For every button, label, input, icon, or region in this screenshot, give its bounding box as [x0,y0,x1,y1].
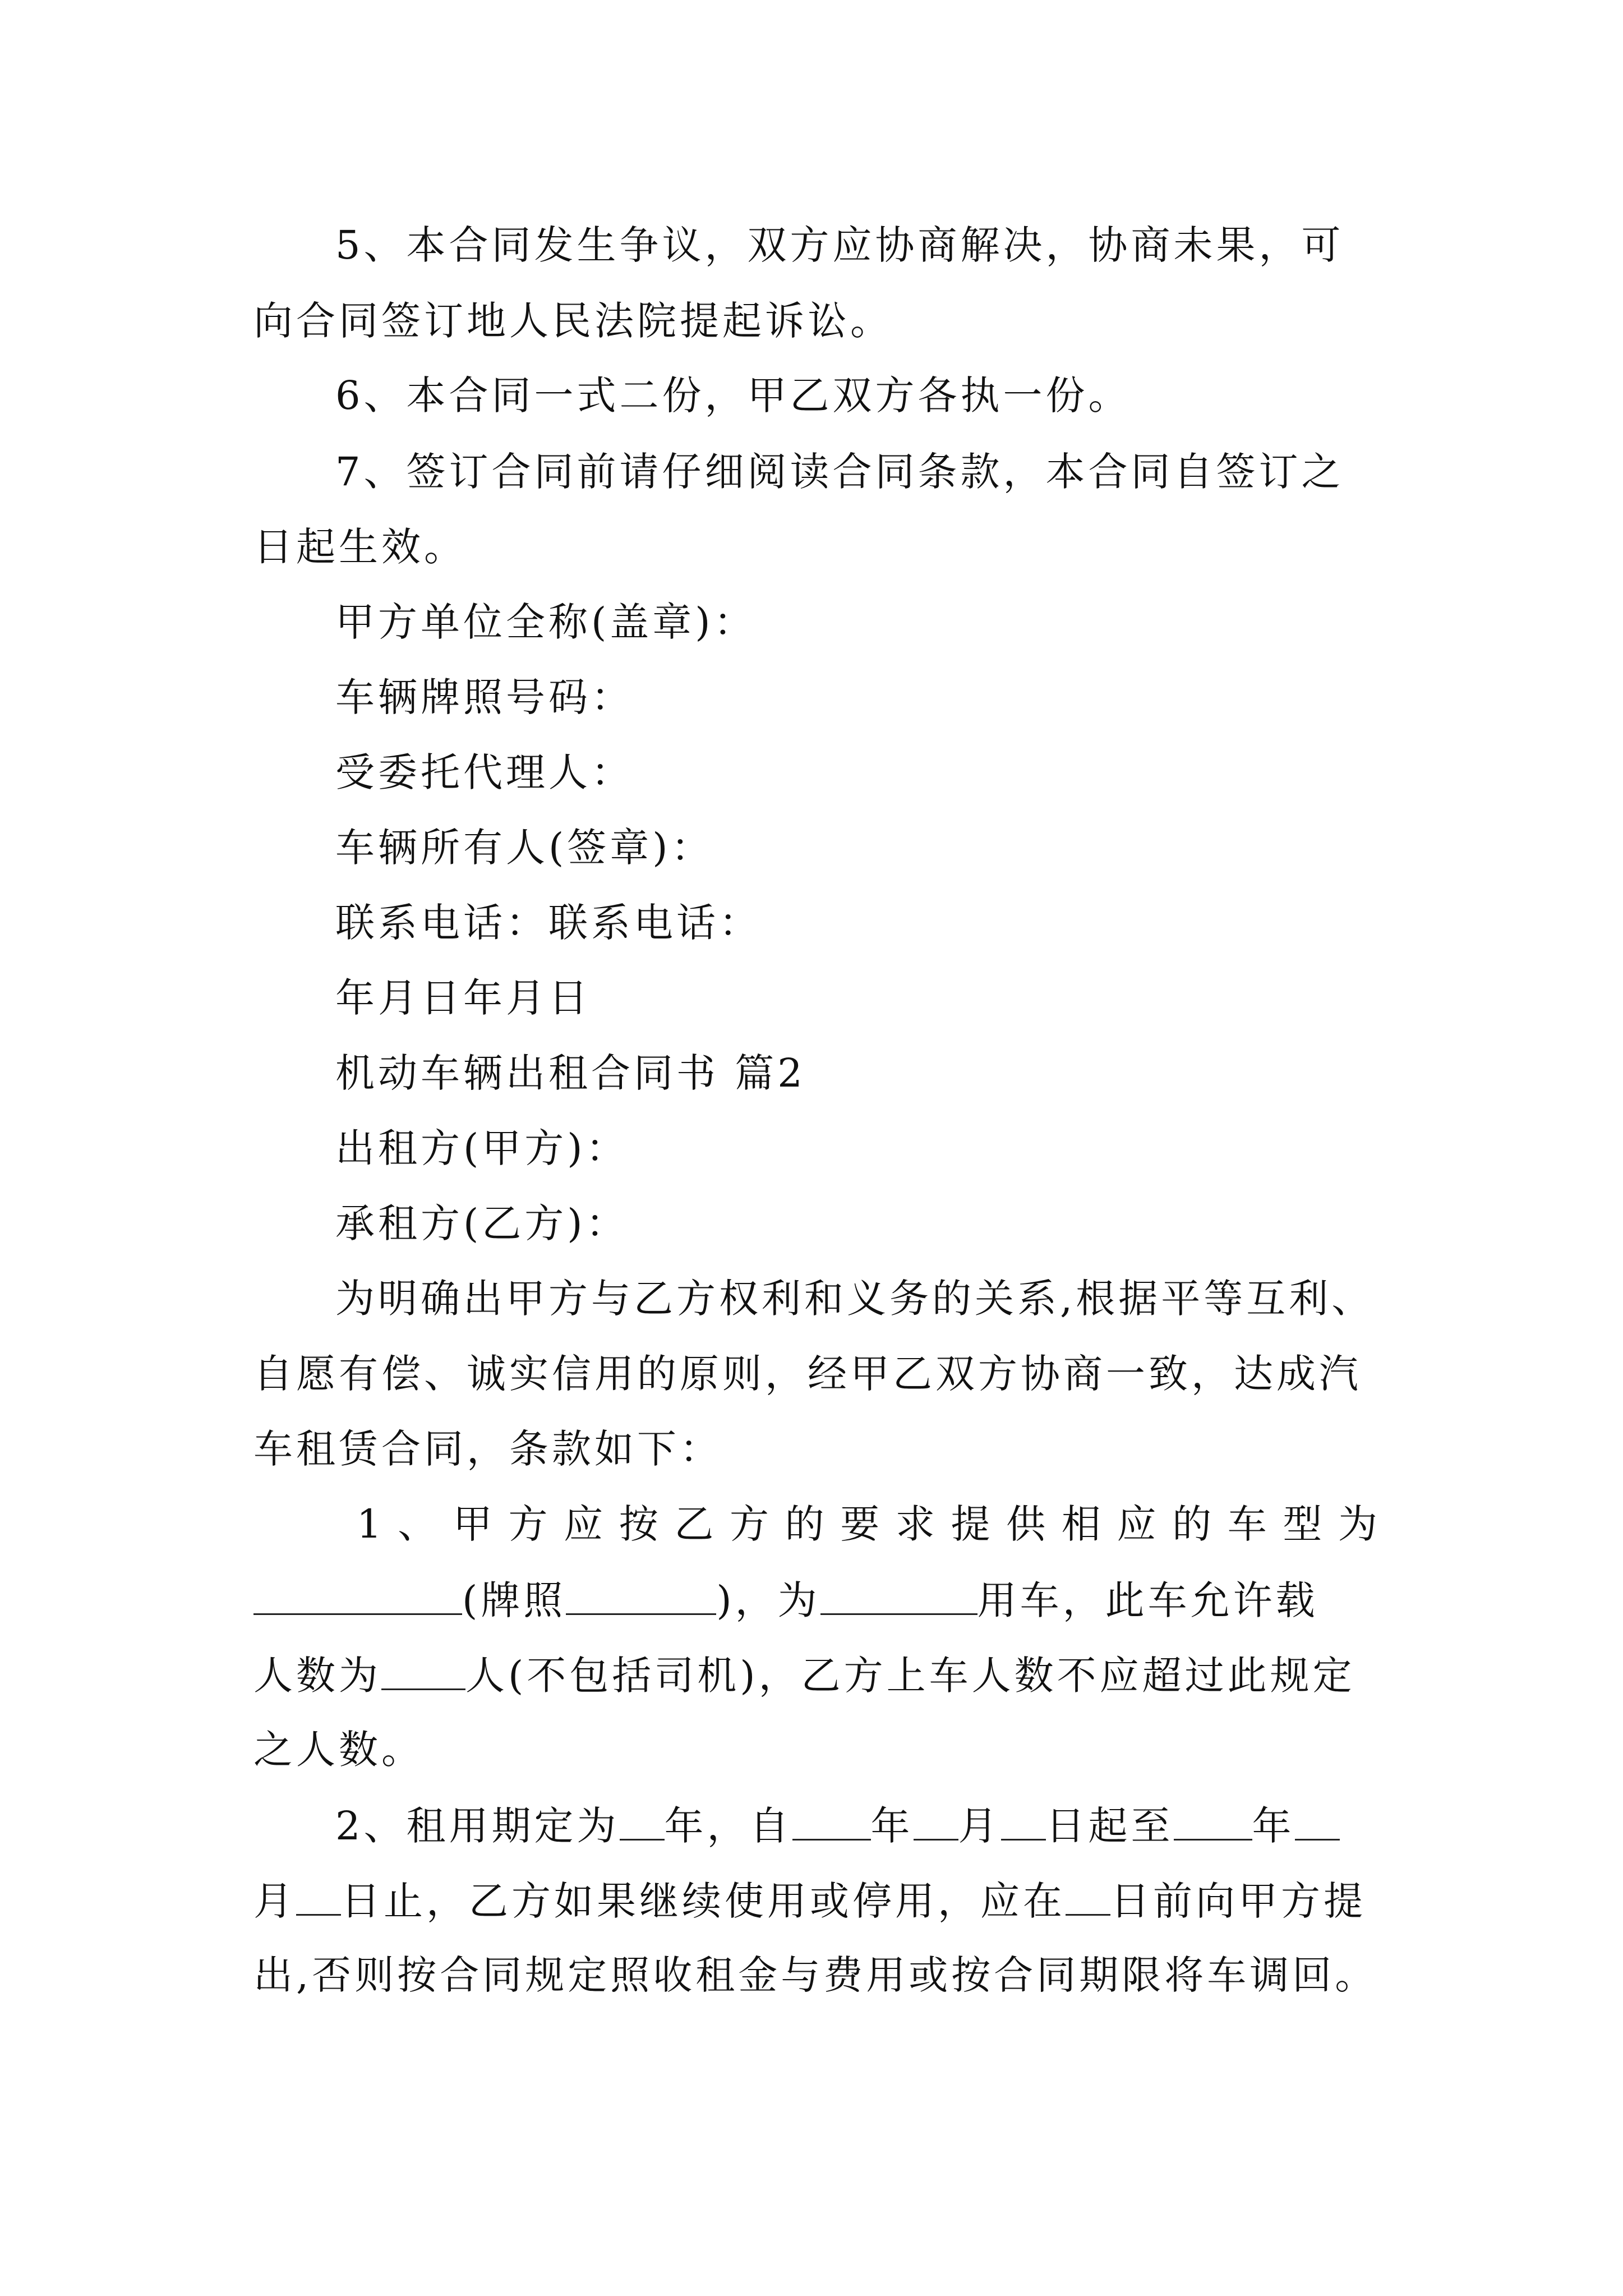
fill-text: 人(不包括司机)，乙方上车人数不应超过此规定 [465,1653,1355,1699]
fill-text: 用车，此车允许载 [977,1577,1318,1623]
fill-text: 年 [1252,1803,1295,1849]
preamble-line-1: 为明确出甲方与乙方权利和义务的关系,根据平等互利、 [335,1276,1375,1322]
clause-7-line-1: 7、签订合同前请仔细阅读合同条款，本合同自签订之 [335,449,1344,495]
clause-5-line-2: 向合同签订地人民法院提起诉讼。 [253,298,893,344]
clause-1-line-4: 之人数。 [253,1727,424,1773]
lessee-label: 承租方(乙方)： [335,1200,629,1246]
date-label: 年月日年月日 [335,975,591,1021]
preamble-line-2: 自愿有偿、诚实信用的原则，经甲乙双方协商一致，达成汽 [253,1351,1362,1397]
clause-1-line-1: 1、甲方应按乙方的要求提供相应的车型为 [357,1501,1381,1547]
clause-7-line-2: 日起生效。 [253,524,467,570]
fill-text: 年，自 [664,1803,792,1849]
plate-number-label: 车辆牌照号码： [335,674,634,720]
fill-text: 2、租用期定为 [335,1803,620,1849]
usage-blank[interactable] [820,1574,978,1615]
clause-1-line-3 [253,1649,1381,1701]
agent-label: 受委托代理人： [335,749,634,795]
vehicle-owner-label: 车辆所有人(签章)： [335,825,714,871]
lessor-label: 出租方(甲方)： [335,1125,629,1171]
notice-days-blank[interactable] [1066,1875,1110,1916]
vehicle-type-blank[interactable] [253,1574,462,1615]
start-day-blank[interactable] [1001,1800,1046,1841]
fill-text: 月 [958,1803,1001,1849]
fill-text: 日止，乙方如果继续使用或停用，应在 [341,1878,1066,1924]
fill-text: )，为 [716,1577,820,1623]
plate-blank[interactable] [566,1574,716,1615]
end-month-blank[interactable] [1295,1800,1340,1841]
start-year-blank[interactable] [792,1800,871,1841]
fill-text: 月 [253,1878,296,1924]
end-day-blank[interactable] [296,1875,341,1916]
clause-1-line-2 [253,1574,1381,1626]
phone-label: 联系电话：联系电话： [335,900,762,946]
years-blank[interactable] [620,1800,665,1841]
preamble-line-3: 车租赁合同，条款如下： [253,1426,722,1472]
passenger-count-blank[interactable] [381,1649,465,1690]
clause-2-line-2 [253,1875,1381,1926]
clause-2-line-3: 出,否则按合同规定照收租金与费用或按合同期限将车调回。 [253,1952,1378,1998]
section-title: 机动车辆出租合同书 篇2 [335,1050,806,1096]
fill-text: 年 [870,1803,914,1849]
party-a-name-label: 甲方单位全称(盖章)： [335,599,757,645]
fill-text: 人数为 [253,1653,381,1699]
clause-6: 6、本合同一式二份，甲乙双方各执一份。 [335,372,1131,418]
clause-2-line-1 [335,1800,1463,1851]
end-year-blank[interactable] [1174,1800,1252,1841]
clause-5-line-1: 5、本合同发生争议，双方应协商解决，协商未果，可 [335,222,1344,268]
fill-text: (牌照 [462,1577,566,1623]
fill-text: 日前向甲方提 [1110,1878,1366,1924]
fill-text: 日起至 [1045,1803,1174,1849]
start-month-blank[interactable] [914,1800,958,1841]
